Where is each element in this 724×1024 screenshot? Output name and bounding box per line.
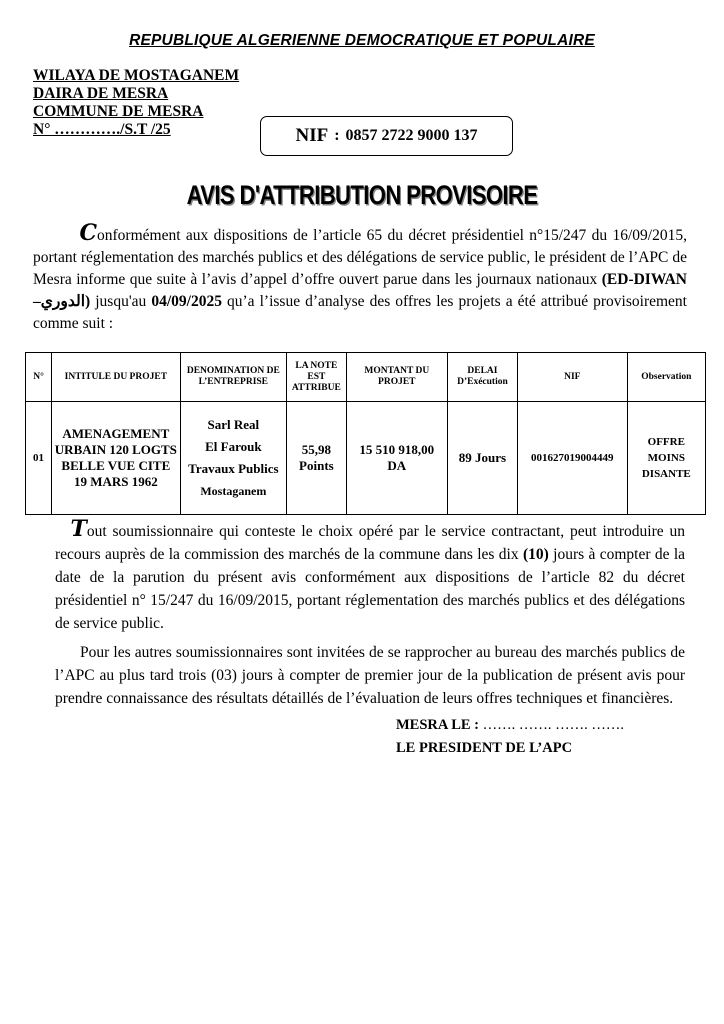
nif-separator: : bbox=[334, 127, 340, 144]
page-title: AVIS D'ATTRIBUTION PROVISOIRE bbox=[186, 180, 538, 210]
cell-nif: 001627019004449 bbox=[517, 402, 627, 515]
journal-name: (ED-DIWAN –الدوري) bbox=[33, 271, 687, 310]
intro-paragraph bbox=[33, 222, 687, 335]
place-label: MESRA LE : bbox=[396, 717, 479, 733]
table-row bbox=[26, 402, 706, 515]
nif-value: 0857 2722 9000 137 bbox=[345, 127, 478, 144]
daira-line: DAIRA DE MESRA bbox=[33, 85, 169, 102]
table-header-row bbox=[26, 353, 706, 402]
intro-text-2: jusqu'au bbox=[90, 293, 152, 310]
intro-text-1: onformément aux dispositions de l’article 65 du décret présidentiel n°15/247 du 16/09/2015, portant réglementation des marchés publics et des délégations de service public, le président de l’APC de Mesra informe que suite à l’avis d’appel d’offre ouvert parue dans les journaux nationaux bbox=[33, 227, 687, 288]
cell-delai: 89 Jours bbox=[447, 402, 517, 515]
recours-text-2: jours à compter de la date de la parution du présent avis conformément aux dispositions de l’article 82 du décret présidentiel n° 15/247 du 16/09/2015, portant réglementation des marchés publics et des délégations de service public. bbox=[55, 546, 685, 632]
date-placeholder: ……. ……. ……. ……. bbox=[482, 717, 624, 733]
header-num: N° bbox=[26, 353, 52, 402]
signatory: LE PRESIDENT DE L’APC bbox=[396, 740, 573, 756]
header-nif: NIF bbox=[517, 353, 627, 402]
company-line-1: Sarl Real bbox=[207, 417, 260, 432]
recours-dropcap: T bbox=[70, 516, 87, 542]
nif-box bbox=[260, 116, 513, 156]
wilaya-line: WILAYA DE MOSTAGANEM bbox=[33, 67, 240, 84]
company-line-3: Travaux Publics bbox=[188, 461, 279, 476]
award-table bbox=[25, 352, 706, 515]
cell-montant: 15 510 918,00 DA bbox=[346, 402, 447, 515]
company-line-2: El Farouk bbox=[205, 439, 262, 454]
deadline-date: 04/09/2025 bbox=[151, 293, 222, 310]
cell-intitule: AMENAGEMENT URBAIN 120 LOGTS BELLE VUE CITE 19 MARS 1962 bbox=[52, 402, 180, 515]
cell-denomination bbox=[180, 402, 287, 515]
header-montant: MONTANT DU PROJET bbox=[346, 353, 447, 402]
commune-line: COMMUNE DE MESRA bbox=[33, 103, 204, 120]
header-denomination: DENOMINATION DE L’ENTREPRISE bbox=[180, 353, 287, 402]
recours-text-1: out soumissionnaire qui conteste le choix opéré par le service contractant, peut introduire un recours auprès de la commission des marchés de la commune dans les dix bbox=[55, 523, 685, 563]
place-date-line bbox=[396, 714, 624, 737]
cell-note: 55,98 Points bbox=[287, 402, 347, 515]
intro-text-3: qu’a l’issue d’analyse des offres les projets a été attribué provisoirement comme suit : bbox=[33, 293, 687, 332]
header-intitule: INTITULE DU PROJET bbox=[52, 353, 180, 402]
reference-number: N° …………./S.T /25 bbox=[33, 121, 171, 138]
header-observation: Observation bbox=[627, 353, 705, 402]
recours-paragraph bbox=[55, 518, 685, 635]
intro-dropcap: C bbox=[79, 220, 98, 246]
administration-block bbox=[33, 67, 239, 139]
nif-label: NIF bbox=[295, 125, 329, 146]
autres-paragraph: Pour les autres soumissionnaires sont invitées de se rapprocher au bureau des marchés publics de l’APC au plus tard trois (03) jours à compter de premier jour de la publication de présent avis pour prendre connaissance des résultats détaillés de l’évaluation de leurs offres techniques et financières. bbox=[55, 644, 685, 707]
cell-observation: OFFRE MOINS DISANTE bbox=[627, 402, 705, 515]
cell-num: 01 bbox=[26, 402, 52, 515]
header-delai: DELAI D’Exécution bbox=[447, 353, 517, 402]
company-line-4: Mostaganem bbox=[200, 484, 267, 498]
recours-section bbox=[55, 518, 685, 710]
recours-days: (10) bbox=[522, 546, 549, 563]
header-note: LA NOTE EST ATTRIBUE bbox=[287, 353, 347, 402]
signature-block bbox=[396, 714, 624, 760]
republic-header: REPUBLIQUE ALGERIENNE DEMOCRATIQUE ET POPULAIRE bbox=[129, 32, 595, 49]
